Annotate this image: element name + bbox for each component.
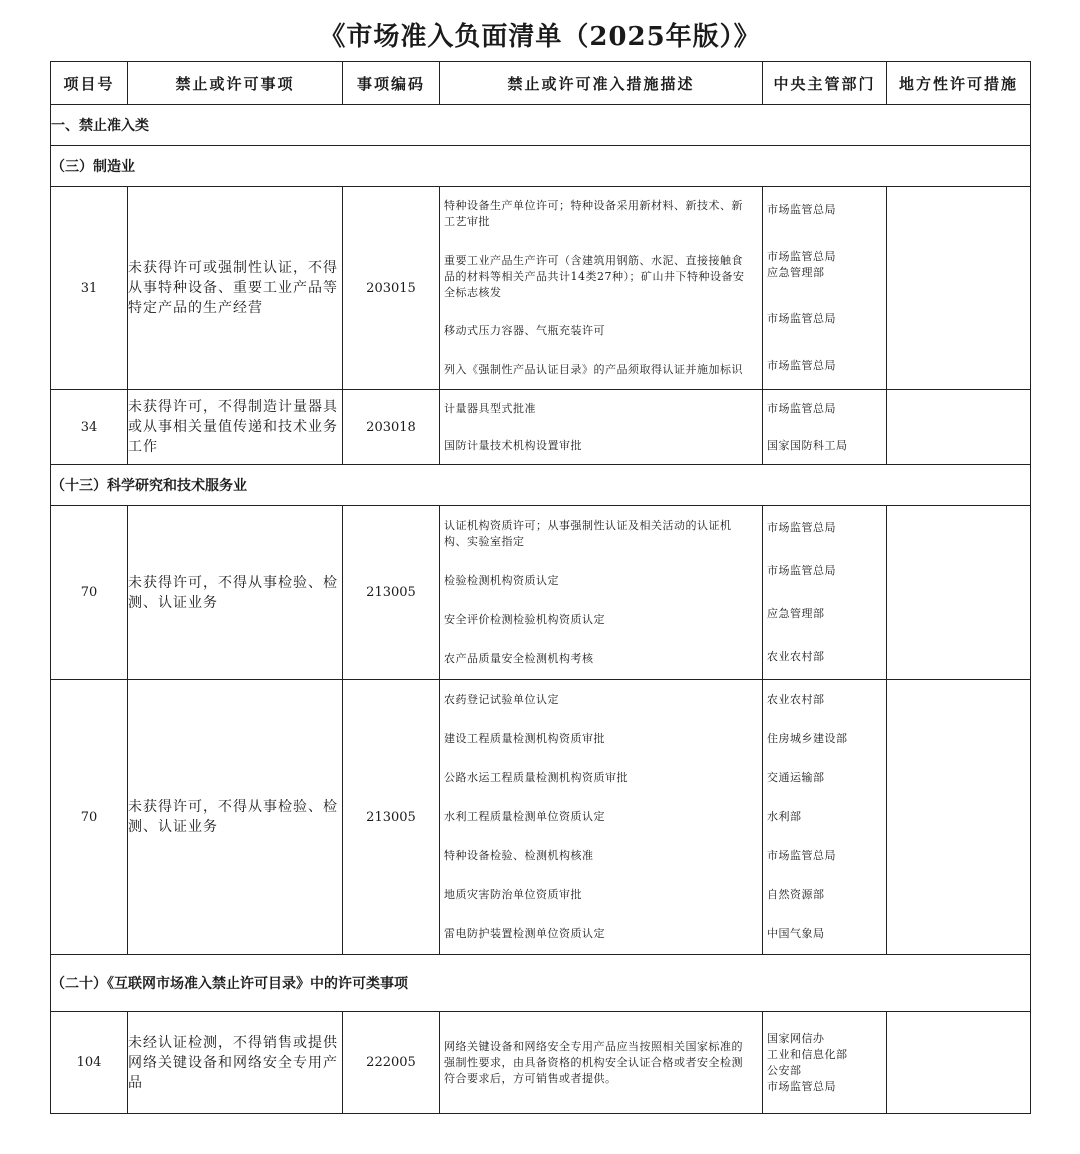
- section-row: [51, 105, 1031, 146]
- item-code: 213005: [343, 680, 440, 955]
- dept-cell: [763, 187, 887, 390]
- table-row: [51, 390, 1031, 465]
- local-measure-cell: [887, 1012, 1031, 1114]
- dept-cell: [763, 1012, 887, 1114]
- item-code: 203015: [343, 187, 440, 390]
- header-measures: 禁止或许可准入措施描述: [440, 62, 763, 105]
- section-title: 一、禁止准入类: [51, 105, 1031, 146]
- dept-text: 市场监管总局: [767, 849, 836, 863]
- negative-list-table: [50, 61, 1031, 1114]
- header-local: 地方性许可措施: [887, 62, 1031, 105]
- dept-text: 水利部: [767, 809, 802, 823]
- table-row: [51, 187, 1031, 390]
- table-row: [51, 506, 1031, 680]
- section-title: （二十）《互联网市场准入禁止许可目录》中的许可类事项: [51, 955, 1031, 1012]
- item-code: 213005: [343, 506, 440, 680]
- dept-text: 农业农村部: [767, 650, 825, 664]
- measure-text: 农产品质量安全检测机构考核: [444, 652, 594, 666]
- dept-text: 住房城乡建设部: [767, 731, 848, 745]
- dept-text: 市场监管总局: [767, 401, 836, 415]
- measures-cell: [440, 680, 763, 955]
- section-row: [51, 465, 1031, 506]
- item-description: 未获得许可，不得从事检验、检测、认证业务: [128, 506, 343, 680]
- dept-cell: [763, 680, 887, 955]
- dept-text: 国家网信办 工业和信息化部 公安部 市场监管总局: [767, 1031, 848, 1093]
- dept-text: 自然资源部: [767, 888, 825, 902]
- measure-text: 网络关键设备和网络安全专用产品应当按照相关国家标准的强制性要求，由具备资格的机构安全认证合格或者安全检测符合要求后，方可销售或者提供。: [444, 1039, 743, 1085]
- dept-text: 应急管理部: [767, 607, 825, 621]
- measure-text: 农药登记试验单位认定: [444, 692, 559, 706]
- measure-text: 国防计量技术机构设置审批: [444, 438, 582, 452]
- item-description: 未经认证检测，不得销售或提供网络关键设备和网络安全专用产品: [128, 1012, 343, 1114]
- measure-text: 重要工业产品生产许可（含建筑用钢筋、水泥、直接接触食品的材料等相关产品共计14类27种）；矿山井下特种设备安全标志核发: [444, 253, 745, 299]
- item-code: 222005: [343, 1012, 440, 1114]
- table-row: [51, 1012, 1031, 1114]
- item-description: 未获得许可，不得制造计量器具或从事相关量值传递和技术业务工作: [128, 390, 343, 465]
- section-row: [51, 955, 1031, 1012]
- header-code: 事项编码: [343, 62, 440, 105]
- local-measure-cell: [887, 506, 1031, 680]
- dept-text: 市场监管总局: [767, 563, 836, 577]
- section-title: （三）制造业: [51, 146, 1031, 187]
- dept-text: 交通运输部: [767, 770, 825, 784]
- section-title: （十三）科学研究和技术服务业: [51, 465, 1031, 506]
- dept-cell: [763, 506, 887, 680]
- dept-text: 市场监管总局: [767, 358, 836, 372]
- dept-text: 中国气象局: [767, 927, 825, 941]
- item-number: 70: [51, 680, 128, 955]
- measure-text: 建设工程质量检测机构资质审批: [444, 731, 605, 745]
- measure-text: 雷电防护装置检测单位资质认定: [444, 927, 605, 941]
- measures-cell: [440, 1012, 763, 1114]
- header-row: [51, 62, 1031, 105]
- measure-text: 计量器具型式批准: [444, 401, 536, 415]
- local-measure-cell: [887, 680, 1031, 955]
- item-number: 104: [51, 1012, 128, 1114]
- header-item: 禁止或许可事项: [128, 62, 343, 105]
- header-item-no: 项目号: [51, 62, 128, 105]
- dept-text: 市场监管总局: [767, 520, 836, 534]
- measure-text: 认证机构资质许可；从事强制性认证及相关活动的认证机构、实验室指定: [444, 518, 732, 548]
- dept-cell: [763, 390, 887, 465]
- item-number: 31: [51, 187, 128, 390]
- dept-text: 市场监管总局: [767, 203, 836, 217]
- measure-text: 公路水运工程质量检测机构资质审批: [444, 770, 628, 784]
- local-measure-cell: [887, 390, 1031, 465]
- item-description: 未获得许可或强制性认证，不得从事特种设备、重要工业产品等特定产品的生产经营: [128, 187, 343, 390]
- item-description: 未获得许可，不得从事检验、检测、认证业务: [128, 680, 343, 955]
- dept-text: 市场监管总局 应急管理部: [767, 249, 836, 279]
- section-row: [51, 146, 1031, 187]
- measure-text: 检验检测机构资质认定: [444, 573, 559, 587]
- dept-text: 市场监管总局: [767, 312, 836, 326]
- measures-cell: [440, 187, 763, 390]
- dept-text: 国家国防科工局: [767, 438, 848, 452]
- item-code: 203018: [343, 390, 440, 465]
- measure-text: 安全评价检测检验机构资质认定: [444, 613, 605, 627]
- measure-text: 水利工程质量检测单位资质认定: [444, 809, 605, 823]
- measure-text: 地质灾害防治单位资质审批: [444, 888, 582, 902]
- measure-text: 特种设备生产单位许可；特种设备采用新材料、新技术、新工艺审批: [444, 199, 743, 229]
- measure-text: 移动式压力容器、气瓶充装许可: [444, 324, 605, 338]
- measure-text: 特种设备检验、检测机构核准: [444, 849, 594, 863]
- table-row: [51, 680, 1031, 955]
- measure-text: 列入《强制性产品认证目录》的产品须取得认证并施加标识: [444, 362, 743, 376]
- item-number: 70: [51, 506, 128, 680]
- item-number: 34: [51, 390, 128, 465]
- dept-text: 农业农村部: [767, 692, 825, 706]
- header-dept: 中央主管部门: [763, 62, 887, 105]
- page-title: 《市场准入负面清单（2025年版）》: [319, 22, 761, 52]
- measures-cell: [440, 506, 763, 680]
- measures-cell: [440, 390, 763, 465]
- local-measure-cell: [887, 187, 1031, 390]
